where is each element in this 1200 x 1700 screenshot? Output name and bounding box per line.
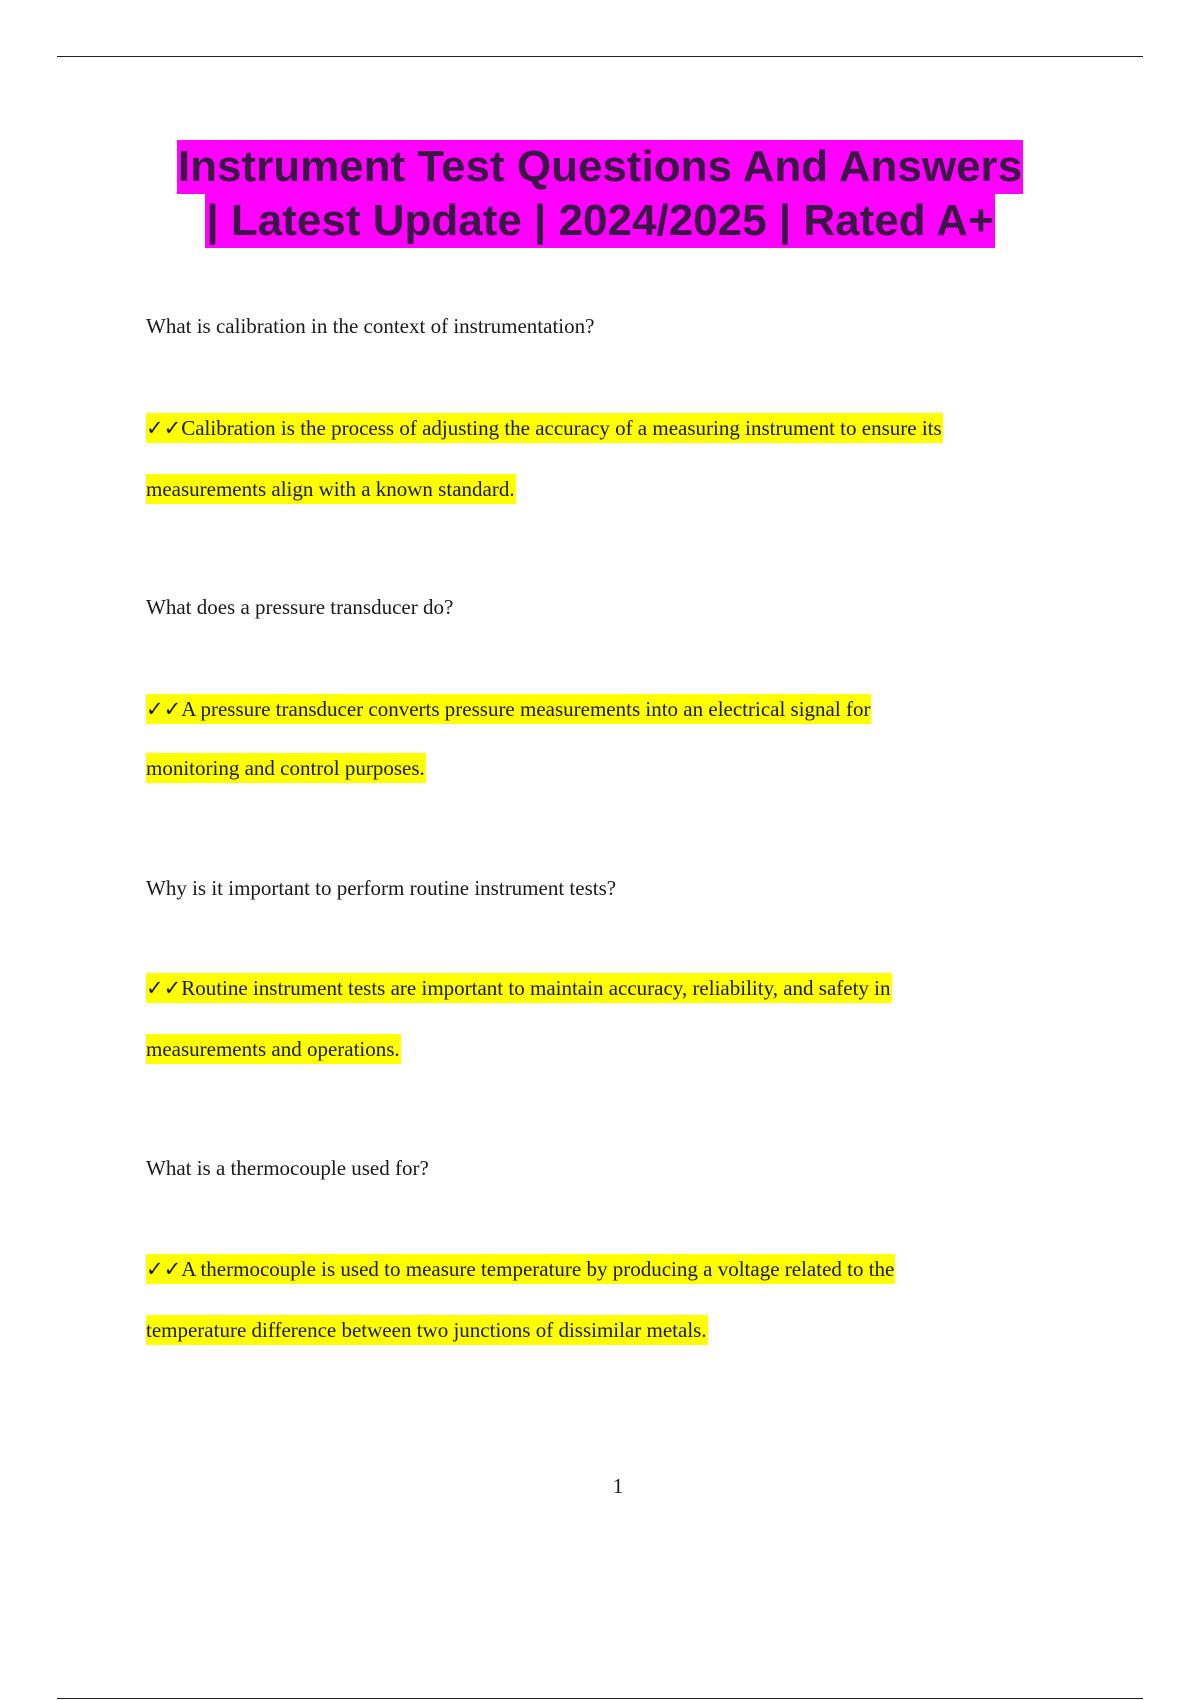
qa-item-3 xyxy=(146,874,1106,1061)
answer-4-line-1: ✓✓A thermocouple is used to measure temperature by producing a voltage related to the xyxy=(146,1254,895,1284)
title-line-1: Instrument Test Questions And Answers xyxy=(177,140,1023,194)
title-line-2: | Latest Update | 2024/2025 | Rated A+ xyxy=(205,194,994,248)
answer-1-line-2: measurements align with a known standard. xyxy=(146,474,516,504)
document-title xyxy=(0,140,1200,248)
answer-2-line-1: ✓✓A pressure transducer converts pressure measurements into an electrical signal for xyxy=(146,694,871,724)
question-4: What is a thermocouple used for? xyxy=(146,1156,429,1180)
question-2: What does a pressure transducer do? xyxy=(146,595,454,619)
answer-3-line-2: measurements and operations. xyxy=(146,1034,401,1064)
double-check-icon: ✓✓ xyxy=(146,697,182,721)
question-3: Why is it important to perform routine instrument tests? xyxy=(146,876,617,900)
double-check-icon: ✓✓ xyxy=(146,1257,182,1281)
qa-item-2 xyxy=(146,593,1106,780)
question-1: What is calibration in the context of instrumentation? xyxy=(146,314,595,338)
page-number: 1 xyxy=(612,1474,624,1498)
footer-rule xyxy=(57,1698,1143,1699)
answer-3-line-1: ✓✓Routine instrument tests are important to maintain accuracy, reliability, and safety in xyxy=(146,973,892,1003)
double-check-icon: ✓✓ xyxy=(146,976,182,1000)
header-rule xyxy=(57,56,1143,57)
answer-2-line-2: monitoring and control purposes. xyxy=(146,753,426,783)
answer-1-line-1: ✓✓Calibration is the process of adjusting the accuracy of a measuring instrument to ensure its xyxy=(146,413,943,443)
double-check-icon: ✓✓ xyxy=(146,416,182,440)
qa-item-1 xyxy=(146,312,1106,501)
qa-item-4 xyxy=(146,1154,1106,1342)
answer-4-line-2: temperature difference between two junctions of dissimilar metals. xyxy=(146,1315,708,1345)
